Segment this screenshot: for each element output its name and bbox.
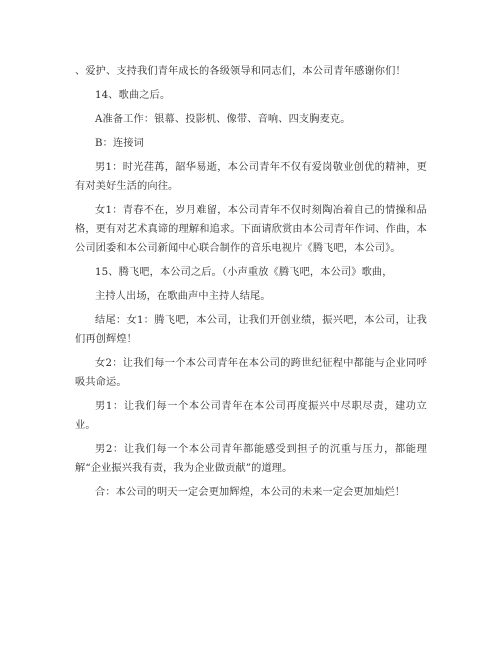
paragraph-ending-female-1: 结尾：女1：腾飞吧，本公司，让我们开创业绩，振兴吧，本公司，让我们再创辉煌！ bbox=[75, 315, 427, 345]
paragraph-chorus: 合：本公司的明天一定会更加辉煌，本公司的未来一定会更加灿烂！ bbox=[95, 487, 406, 498]
paragraph-connector-heading: B：连接词 bbox=[95, 138, 144, 149]
document-body bbox=[75, 62, 427, 507]
paragraph-item-15: 15、腾飞吧，本公司之后。（小声重放《腾飞吧，本公司》歌曲， bbox=[95, 267, 393, 278]
paragraph-item-14: 14、歌曲之后。 bbox=[95, 90, 171, 101]
paragraph-preparation: A准备工作：银幕、投影机、像带、音响、四支胸麦克。 bbox=[95, 114, 351, 125]
paragraph-female-2: 女2：让我们每一个本公司青年在本公司的跨世纪征程中都能与企业同呼吸共命运。 bbox=[75, 358, 427, 388]
paragraph-thanks: 、爱护、支持我们青年成长的各级领导和同志们，本公司青年感谢你们！ bbox=[75, 66, 406, 77]
paragraph-host-entrance: 主持人出场，在歌曲声中主持人结尾。 bbox=[95, 291, 271, 302]
paragraph-male-1: 男1：时光荏苒，韶华易逝，本公司青年不仅有爱岗敬业创优的精神，更有对美好生活的向往。 bbox=[75, 162, 427, 192]
paragraph-male-1-ending: 男1：让我们每一个本公司青年在本公司再度振兴中尽职尽责，建功立业。 bbox=[75, 401, 427, 431]
paragraph-female-1: 女1：青春不在，岁月难留，本公司青年不仅时刻陶冶着自己的情操和品格，更有对艺术真谛的理解和追求。下面请欣赏由本公司青年作词、作曲，本公司团委和本公司新闻中心联合制作的音乐电视片《腾飞吧，本公司》。 bbox=[75, 205, 427, 254]
paragraph-male-2: 男2：让我们每一个本公司青年都能感受到担子的沉重与压力，都能理解“企业振兴我有责，我为企业做贡献”的道理。 bbox=[75, 444, 427, 474]
